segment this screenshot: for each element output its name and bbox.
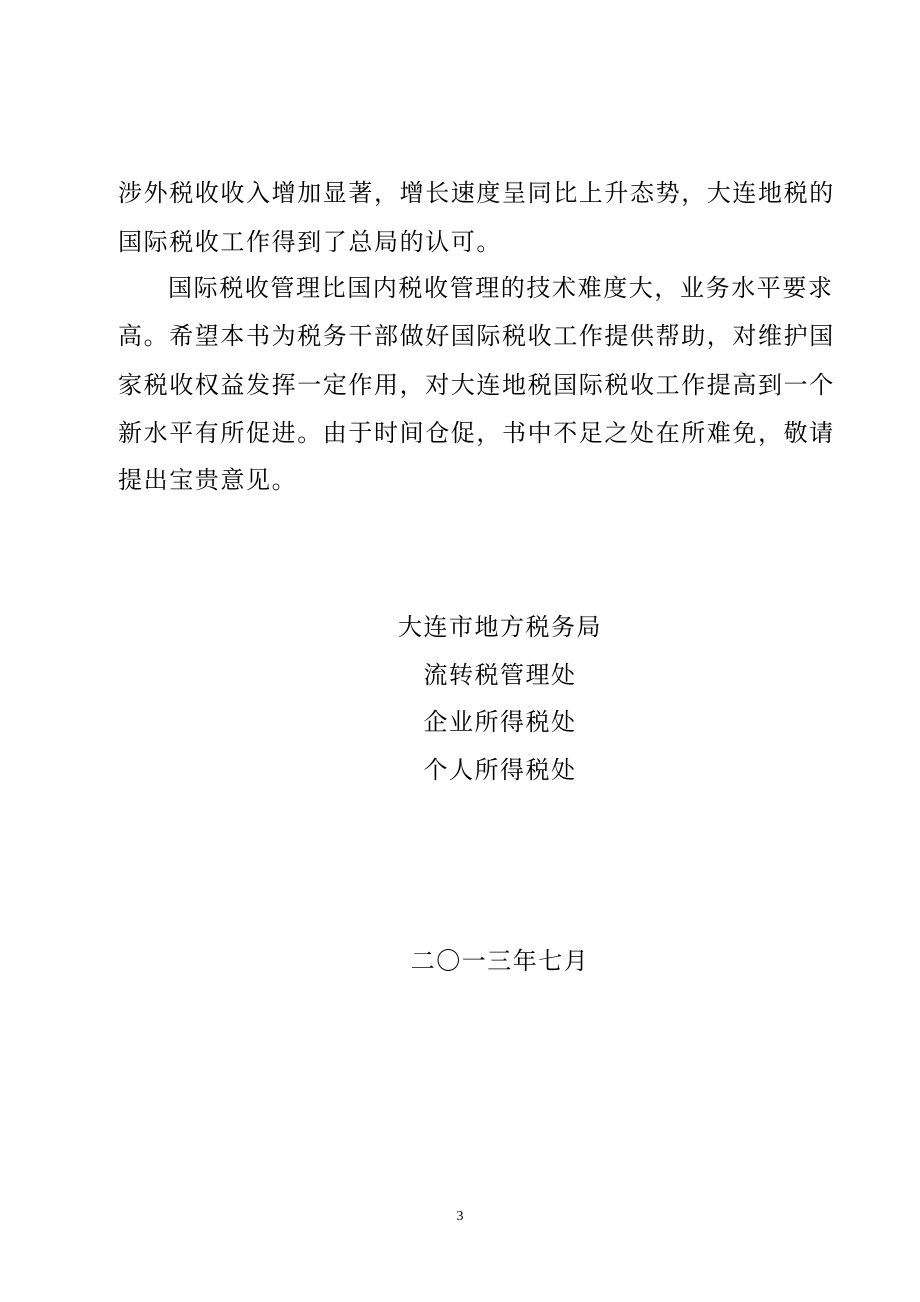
signature-corporate-income-tax-office: 企业所得税处 (423, 708, 577, 736)
signature-individual-income-tax-office: 个人所得税处 (423, 756, 577, 784)
paragraph-2-line-1: 国际税收管理比国内税收管理的技术难度大，业务水平要求 (168, 274, 834, 302)
paragraph-2-line-5: 提出宝贵意见。 (118, 466, 298, 494)
paragraph-2-line-4: 新水平有所促进。由于时间仓促，书中不足之处在所难免，敬请 (118, 419, 835, 447)
page-number: 3 (456, 1209, 464, 1224)
paragraph-1-line-1: 涉外税收收入增加显著，增长速度呈同比上升态势，大连地税的 (118, 179, 835, 207)
paragraph-2-line-3: 家税收权益发挥一定作用，对大连地税国际税收工作提高到一个 (118, 371, 835, 399)
paragraph-2-line-2: 高。希望本书为税务干部做好国际税收工作提供帮助，对维护国 (118, 322, 835, 350)
signature-turnover-tax-office: 流转税管理处 (423, 661, 577, 689)
signature-bureau: 大连市地方税务局 (398, 613, 602, 641)
paragraph-1-line-2: 国际税收工作得到了总局的认可。 (118, 228, 502, 256)
document-date: 二〇一三年七月 (410, 947, 590, 975)
